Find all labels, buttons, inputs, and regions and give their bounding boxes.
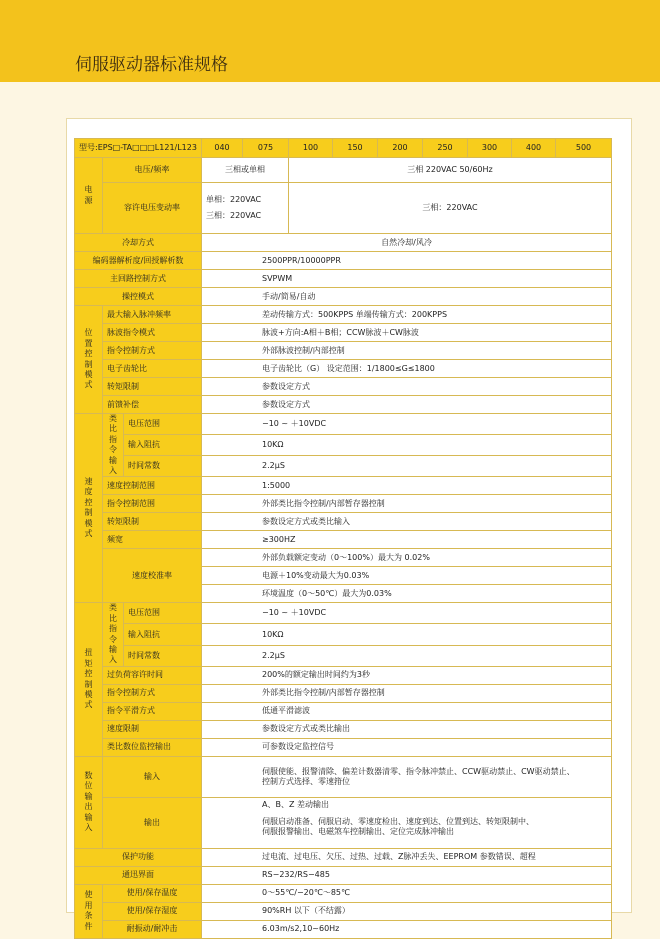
model-100: 100 (289, 139, 333, 158)
row-label: 转矩限制 (103, 378, 202, 396)
table-row (75, 456, 612, 477)
table-row (75, 756, 612, 797)
table-row (75, 342, 612, 360)
row-value: 2.2μS (202, 456, 612, 477)
row-value (202, 797, 612, 848)
page-title: 伺服驱动器标准规格 (75, 55, 228, 75)
row-label: 时间常数 (124, 645, 202, 666)
row-label: 频宽 (103, 531, 202, 549)
input-line-2: 控制方式选择、零速箝位 (262, 776, 350, 786)
tolerance-single-1: 单相：220VAC (206, 195, 262, 204)
table-row (75, 252, 612, 270)
table-row (75, 848, 612, 866)
table-row (75, 884, 612, 902)
group-env: 使 用 条 件 (75, 884, 103, 938)
row-value: 2.2μS (202, 645, 612, 666)
row-label: 编码器解析度/回授解析数 (75, 252, 202, 270)
row-label: 脉波指令模式 (103, 324, 202, 342)
table-row (75, 396, 612, 414)
table-row (75, 477, 612, 495)
row-value: 90%RH 以下（不结露） (202, 902, 612, 920)
model-200: 200 (378, 139, 423, 158)
table-row (75, 797, 612, 848)
table-row (75, 603, 612, 624)
row-value: 三相：220VAC (289, 183, 612, 234)
input-line-1: 伺服使能、报警清除、偏差计数器清零、指令脉冲禁止、CCW驱动禁止、CW驱动禁止、 (262, 766, 575, 776)
row-label: 保护功能 (75, 848, 202, 866)
model-500: 500 (556, 139, 612, 158)
row-value: 脉波+方向:A相＋B相；CCW脉波＋CW脉波 (202, 324, 612, 342)
model-400: 400 (512, 139, 556, 158)
table-row (75, 306, 612, 324)
table-row (75, 702, 612, 720)
row-label: 速度校准率 (103, 549, 202, 603)
row-value: RS−232/RS−485 (202, 866, 612, 884)
row-value (202, 183, 289, 234)
row-value: −10 ~ ＋10VDC (202, 603, 612, 624)
row-label: 操控模式 (75, 288, 202, 306)
group-torque-analog: 类 比 指 令 输 入 (103, 603, 124, 666)
table-row (75, 866, 612, 884)
row-value: 手动/简易/自动 (202, 288, 612, 306)
group-power: 电 源 (75, 158, 103, 234)
row-label: 冷却方式 (75, 234, 202, 252)
row-value: 低通平滑滤波 (202, 702, 612, 720)
row-label: 输入 (103, 756, 202, 797)
row-value: 过电流、过电压、欠压、过热、过载、Z脉冲丢失、EEPROM 参数错误、超程 (202, 848, 612, 866)
row-value: 参数设定方式或类比输入 (202, 513, 612, 531)
table-row (75, 513, 612, 531)
row-value: 外部类比指令控制/内部暂存器控制 (202, 495, 612, 513)
group-position: 位 置 控 制 模 式 (75, 306, 103, 414)
row-value: 差动传输方式：500KPPS 单端传输方式：200KPPS (202, 306, 612, 324)
row-label: 速度控制范围 (103, 477, 202, 495)
table-row (75, 158, 612, 183)
model-075: 075 (243, 139, 289, 158)
tolerance-single-2: 三相：220VAC (206, 211, 262, 220)
row-value: 电源＋10%变动最大为0.03% (202, 567, 612, 585)
row-label: 使用/保存湿度 (103, 902, 202, 920)
row-value: 外部脉波控制/内部控制 (202, 342, 612, 360)
table-row (75, 720, 612, 738)
row-label: 电子齿轮比 (103, 360, 202, 378)
row-value: −10 ~ ＋10VDC (202, 414, 612, 435)
row-label: 时间常数 (124, 456, 202, 477)
table-row (75, 902, 612, 920)
row-value: 0～55℃/−20℃～85℃ (202, 884, 612, 902)
row-value (202, 756, 612, 797)
table-row (75, 624, 612, 645)
row-label: 电压范围 (124, 603, 202, 624)
table-row (75, 288, 612, 306)
row-value: 10KΩ (202, 624, 612, 645)
row-value: 外部负载额定变动（0～100%）最大为 0.02% (202, 549, 612, 567)
row-label: 电压/频率 (103, 158, 202, 183)
group-digital: 数 位 输 出 输 入 (75, 756, 103, 848)
table-row (75, 645, 612, 666)
row-value: 参数设定方式或类比输出 (202, 720, 612, 738)
row-label: 耐振动/耐冲击 (103, 920, 202, 938)
model-150: 150 (333, 139, 378, 158)
row-value: 6.03m/s2,10~60Hz (202, 920, 612, 938)
table-row (75, 414, 612, 435)
group-speed: 速 度 控 制 模 式 (75, 414, 103, 603)
row-value: SVPWM (202, 270, 612, 288)
row-label: 指令控制方式 (103, 684, 202, 702)
row-label: 指令控制方式 (103, 342, 202, 360)
table-row (75, 666, 612, 684)
model-040: 040 (202, 139, 243, 158)
output-line-2: 伺服报警输出、电磁煞车控制输出、定位完成脉冲输出 (262, 826, 454, 836)
row-label: 输入阻抗 (124, 624, 202, 645)
row-label: 最大输入脉冲频率 (103, 306, 202, 324)
row-label: 转矩限制 (103, 513, 202, 531)
row-value: ≥300HZ (202, 531, 612, 549)
table-row (75, 183, 612, 234)
model-250: 250 (423, 139, 468, 158)
table-row (75, 684, 612, 702)
table-row (75, 360, 612, 378)
output-line-0: A、B、Z 差动输出 (262, 799, 329, 809)
row-label: 电压范围 (124, 414, 202, 435)
table-row (75, 549, 612, 567)
table-row (75, 738, 612, 756)
row-label: 前馈补偿 (103, 396, 202, 414)
header-band (0, 0, 660, 82)
table-row (75, 531, 612, 549)
model-300: 300 (468, 139, 512, 158)
row-value: 自然冷却/风冷 (202, 234, 612, 252)
spec-table (74, 138, 612, 939)
table-row (75, 495, 612, 513)
row-value: 电子齿轮比（G） 设定范围：1/1800≤G≤1800 (202, 360, 612, 378)
row-value: 可参数设定监控信号 (202, 738, 612, 756)
row-value: 环境温度（0～50℃）最大为0.03% (202, 585, 612, 603)
table-row (75, 378, 612, 396)
row-value: 三相或单相 (202, 158, 289, 183)
row-value: 参数设定方式 (202, 378, 612, 396)
table-row (75, 920, 612, 938)
row-label: 输入阻抗 (124, 435, 202, 456)
row-label: 容许电压变动率 (103, 183, 202, 234)
row-value: 外部类比指令控制/内部暂存器控制 (202, 684, 612, 702)
row-value: 200%的额定输出时间约为3秒 (202, 666, 612, 684)
row-value: 10KΩ (202, 435, 612, 456)
table-row (75, 435, 612, 456)
header-row (75, 139, 612, 158)
row-label: 使用/保存温度 (103, 884, 202, 902)
row-label: 通迅界面 (75, 866, 202, 884)
model-label: 型号:EPS□-TA□□□L121/L123 (75, 139, 202, 158)
table-row (75, 324, 612, 342)
table-row (75, 270, 612, 288)
table-row (75, 234, 612, 252)
row-label: 指令平滑方式 (103, 702, 202, 720)
output-line-1: 伺服启动准备、伺服启动、零速度检出、速度到达、位置到达、转矩限制中、 (262, 816, 534, 826)
row-value: 参数设定方式 (202, 396, 612, 414)
group-torque: 扭 矩 控 制 模 式 (75, 603, 103, 756)
row-value: 1:5000 (202, 477, 612, 495)
row-label: 指令控制范围 (103, 495, 202, 513)
row-label: 输出 (103, 797, 202, 848)
group-speed-analog: 类 比 指 令 输 入 (103, 414, 124, 477)
row-label: 类比数位监控输出 (103, 738, 202, 756)
row-value: 2500PPR/10000PPR (202, 252, 612, 270)
row-label: 主回路控制方式 (75, 270, 202, 288)
row-label: 速度限制 (103, 720, 202, 738)
row-value: 三相 220VAC 50/60Hz (289, 158, 612, 183)
row-label: 过负荷容许时间 (103, 666, 202, 684)
